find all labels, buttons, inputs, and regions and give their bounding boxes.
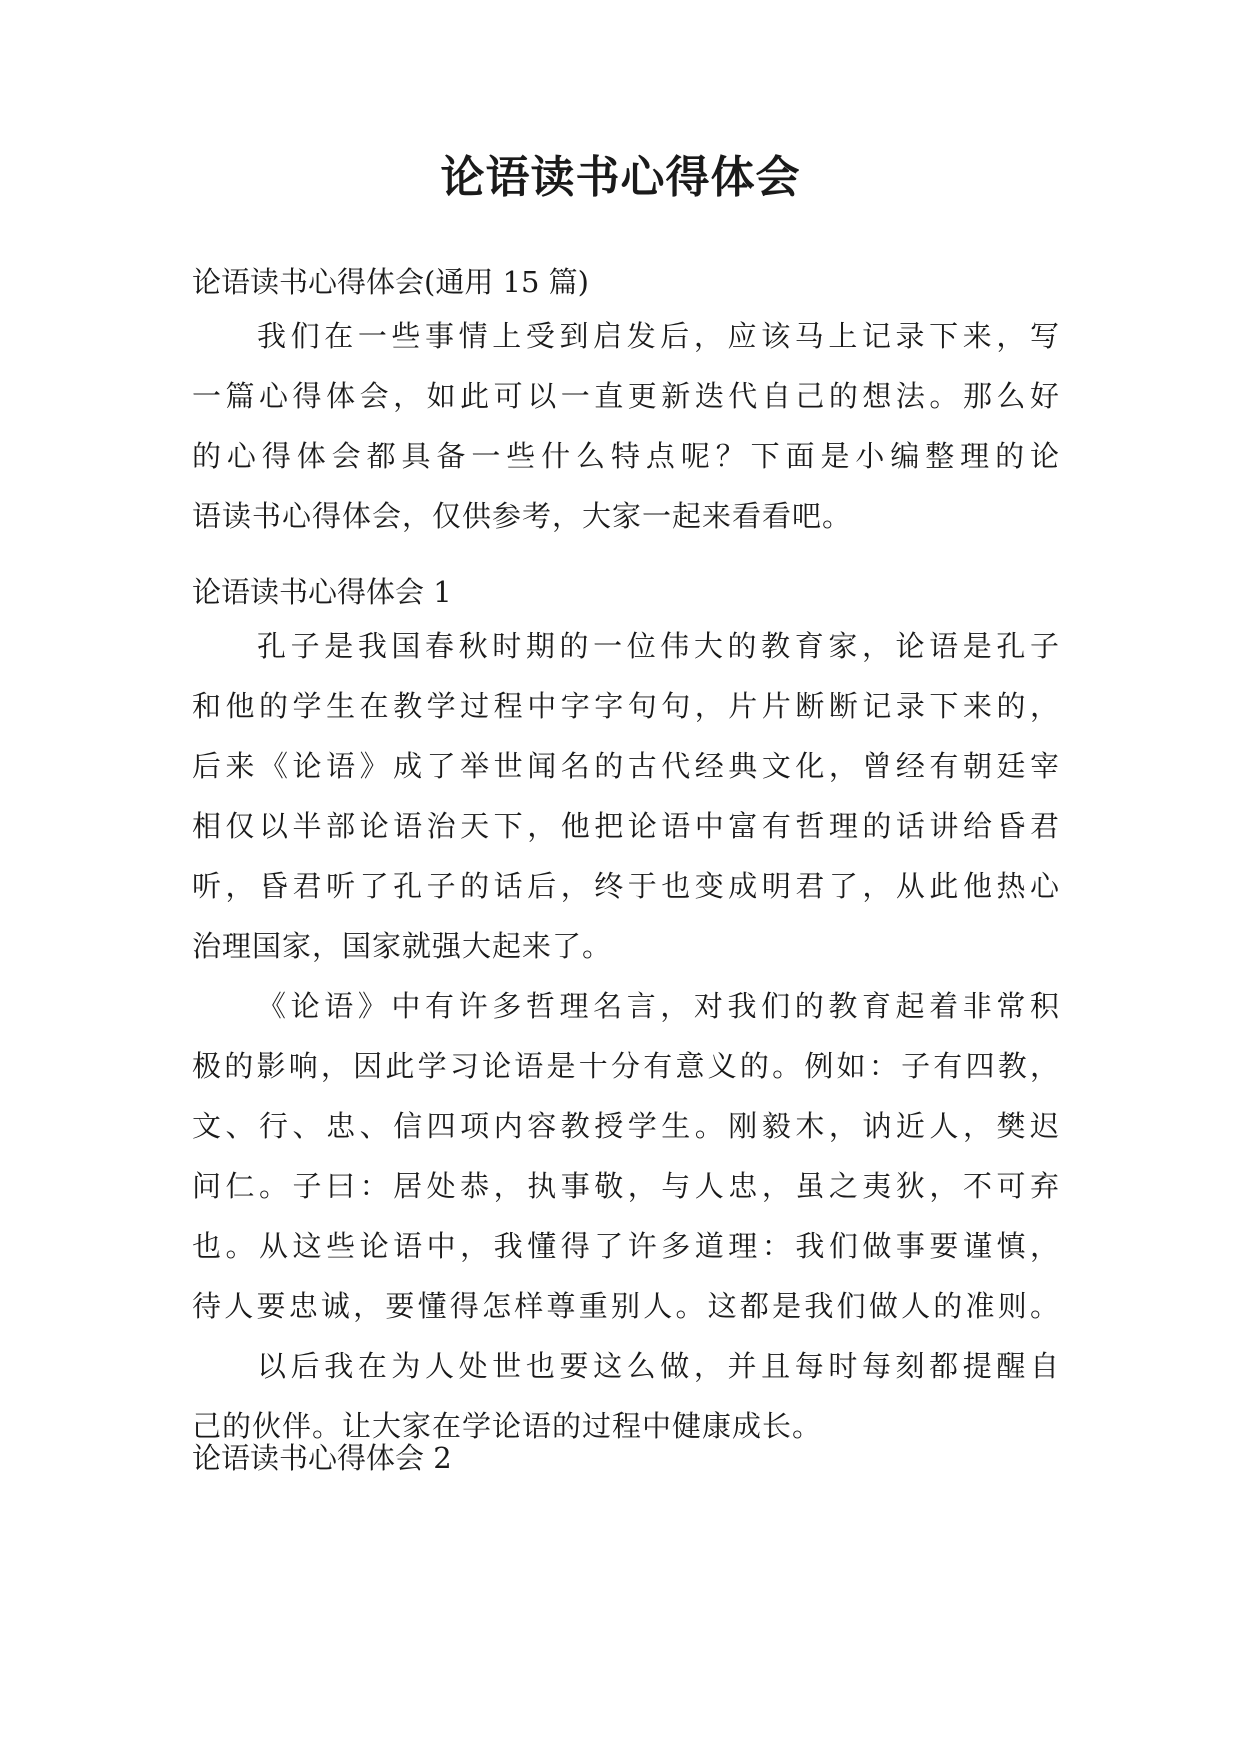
paragraph-1-1: [192, 616, 1060, 976]
text-line: 待人要忠诚，要懂得怎样尊重别人。这都是我们做人的准则。: [192, 1289, 1060, 1323]
text-line: 和他的学生在教学过程中字字句句，片片断断记录下来的，: [192, 689, 1060, 723]
text-line: 极的影响，因此学习论语是十分有意义的。例如：子有四教，: [192, 1049, 1060, 1083]
text-line: 的心得体会都具备一些什么特点呢？下面是小编整理的论: [192, 439, 1060, 473]
text-line: 一篇心得体会，如此可以一直更新迭代自己的想法。那么好: [192, 379, 1060, 413]
section-heading-1: 论语读书心得体会 1: [192, 575, 452, 609]
text-line: 文、行、忠、信四项内容教授学生。刚毅木，讷近人，樊迟: [192, 1109, 1060, 1143]
text-line: 己的伙伴。让大家在学论语的过程中健康成长。: [192, 1409, 823, 1443]
paragraph-intro: [192, 306, 1060, 546]
text-line: 后来《论语》成了举世闻名的古代经典文化，曾经有朝廷宰: [192, 749, 1060, 783]
text-line: 问仁。子曰：居处恭，执事敬，与人忠，虽之夷狄，不可弃: [192, 1169, 1060, 1203]
text-line: 语读书心得体会，仅供参考，大家一起来看看吧。: [192, 499, 853, 533]
text-line: 听，昏君听了孔子的话后，终于也变成明君了，从此他热心: [192, 869, 1060, 903]
text-line: 治理国家，国家就强大起来了。: [192, 929, 613, 963]
section-heading-2: 论语读书心得体会 2: [192, 1441, 452, 1475]
text-line: 也。从这些论语中，我懂得了许多道理：我们做事要谨慎，: [192, 1229, 1060, 1263]
section-heading-intro: 论语读书心得体会(通用 15 篇): [192, 265, 589, 299]
text-line: 以后我在为人处世也要这么做，并且每时每刻都提醒自: [257, 1349, 1060, 1383]
text-line: 《论语》中有许多哲理名言，对我们的教育起着非常积: [257, 989, 1060, 1023]
text-line: 相仅以半部论语治天下，他把论语中富有哲理的话讲给昏君: [192, 809, 1060, 843]
text-line: 我们在一些事情上受到启发后，应该马上记录下来，写: [257, 319, 1060, 353]
page-title: 论语读书心得体会: [440, 152, 801, 203]
paragraph-1-2: [192, 976, 1060, 1336]
text-line: 孔子是我国春秋时期的一位伟大的教育家，论语是孔子: [257, 629, 1060, 663]
